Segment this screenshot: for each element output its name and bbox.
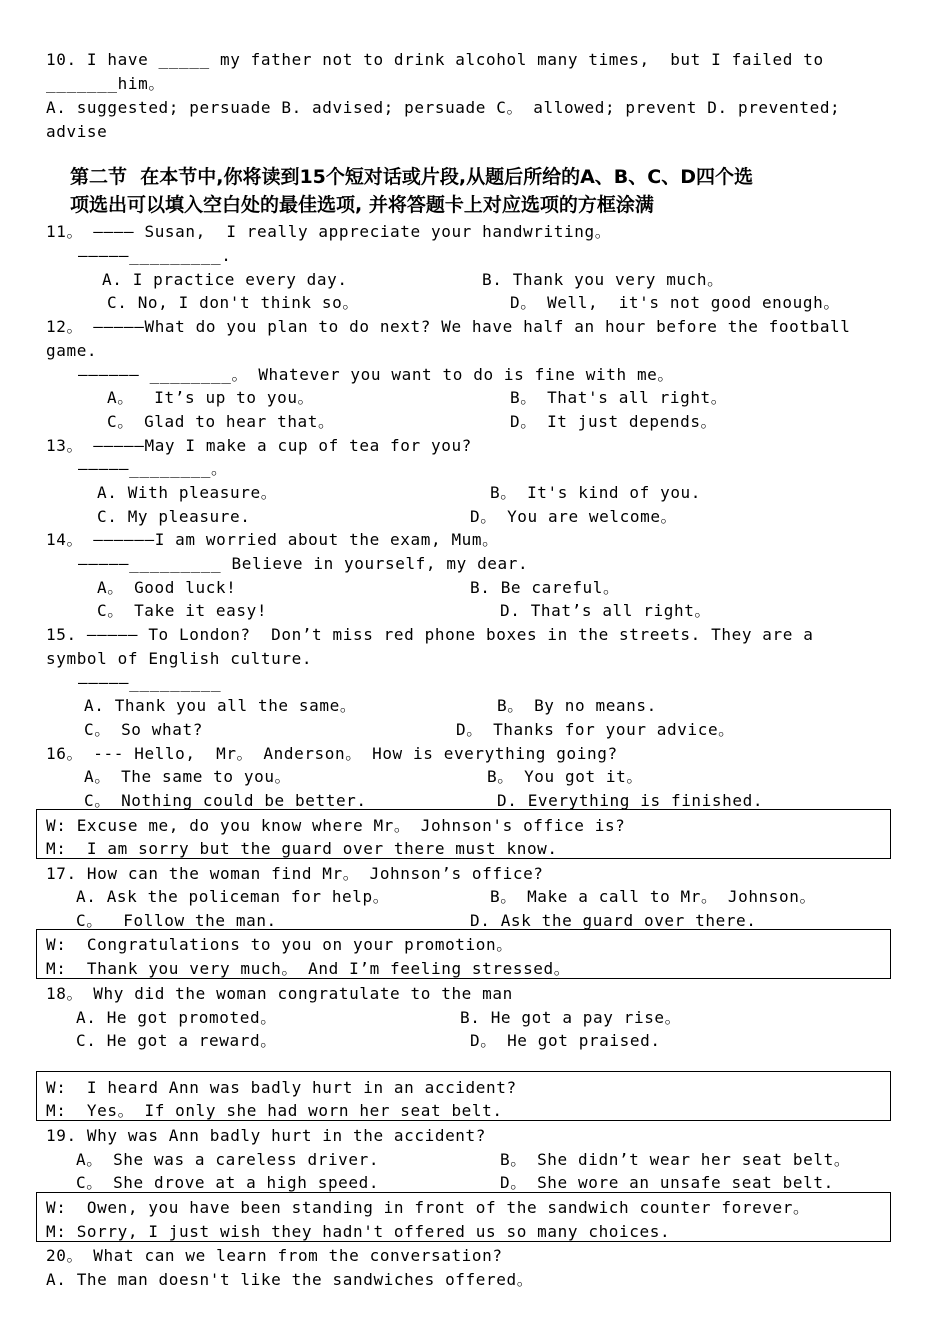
q14-option-b: B. Be careful。 xyxy=(470,578,620,597)
q15-option-d: D。 Thanks for your advice。 xyxy=(456,720,735,739)
q17-stem: 17. How can the woman find Mr。 Johnson’s office? xyxy=(46,864,544,883)
q14-option-d: D. That’s all right。 xyxy=(500,601,712,620)
q15-option-a: A. Thank you all the same。 xyxy=(84,696,357,715)
q11-stem: 11。 ———— Susan, I really appreciate your handwriting。 xyxy=(46,222,612,241)
q10-stem-continued: _______him。 xyxy=(46,74,165,93)
q17-option-d: D. Ask the guard over there. xyxy=(470,911,757,930)
q12-stem: 12。 —————What do you plan to do next? We have half an hour before the football xyxy=(46,317,851,336)
q13-stem: 13。 —————May I make a cup of tea for you? xyxy=(46,436,472,455)
q19-option-b: B。 She didn’t wear her seat belt。 xyxy=(500,1150,851,1169)
q13-option-d: D。 You are welcome。 xyxy=(470,507,678,526)
q17-option-c: C。 Follow the man. xyxy=(76,911,277,930)
q16-option-b: B。 You got it。 xyxy=(487,767,643,786)
dialogue-18-woman: W: Congratulations to you on your promotion。 xyxy=(46,935,513,954)
q10-stem: 10. I have _____ my father not to drink alcohol many times, but I failed to xyxy=(46,50,824,69)
dialogue-20-woman: W: Owen, you have been standing in front of the sandwich counter forever。 xyxy=(46,1198,810,1217)
q17-option-a: A. Ask the policeman for help。 xyxy=(76,887,390,906)
q11-blank: —————_________. xyxy=(78,246,232,265)
q19-option-a: A。 She was a careless driver. xyxy=(76,1150,380,1169)
q11-option-b: B. Thank you very much。 xyxy=(482,270,724,289)
q15-option-c: C。 So what? xyxy=(84,720,203,739)
q18-option-a: A. He got promoted。 xyxy=(76,1008,277,1027)
q15-stem-continued: symbol of English culture. xyxy=(46,649,313,668)
q12-blank: —————— ________。 Whatever you want to do is fine with me。 xyxy=(78,365,675,384)
dialogue-19-woman: W: I heard Ann was badly hurt in an accident? xyxy=(46,1078,517,1097)
q14-blank: —————_________ Believe in yourself, my dear. xyxy=(78,554,529,573)
q17-option-b: B。 Make a call to Mr。 Johnson。 xyxy=(490,887,817,906)
q13-option-a: A. With pleasure。 xyxy=(97,483,278,502)
q10-options-continued: advise xyxy=(46,122,108,141)
q20-stem: 20。 What can we learn from the conversation? xyxy=(46,1246,503,1265)
dialogue-18-man: M: Thank you very much。 And I’m feeling stressed。 xyxy=(46,959,571,978)
dialogue-17-woman: W: Excuse me, do you know where Mr。 Johnson's office is? xyxy=(46,816,626,835)
q18-option-d: D。 He got praised. xyxy=(470,1031,661,1050)
q13-blank: —————________。 xyxy=(78,459,228,478)
section-heading: 第二节 在本节中,你将读到15个短对话或片段,从题后所给的A、B、C、D四个选 xyxy=(70,166,754,188)
q19-stem: 19. Why was Ann badly hurt in the accident? xyxy=(46,1126,487,1145)
q18-option-b: B. He got a pay rise。 xyxy=(460,1008,682,1027)
q14-option-a: A。 Good luck! xyxy=(97,578,237,597)
q13-option-b: B。 It's kind of you. xyxy=(490,483,702,502)
q20-option-a: A. The man doesn't like the sandwiches offered。 xyxy=(46,1270,534,1289)
q16-option-a: A。 The same to you。 xyxy=(84,767,292,786)
q10-options: A. suggested; persuade B. advised; persuade C。 allowed; prevent D. prevented; xyxy=(46,98,841,117)
q15-stem: 15. ————— To London? Don’t miss red phone boxes in the streets. They are a xyxy=(46,625,814,644)
q12-option-c: C。 Glad to hear that。 xyxy=(107,412,335,431)
dialogue-17-man: M: I am sorry but the guard over there must know. xyxy=(46,839,558,858)
section-heading-continued: 项选出可以填入空白处的最佳选项, 并将答题卡上对应选项的方框涂满 xyxy=(70,194,654,216)
q11-option-d: D。 Well, it's not good enough。 xyxy=(510,293,840,312)
dialogue-20-man: M: Sorry, I just wish they hadn't offered us so many choices. xyxy=(46,1222,671,1241)
q15-blank: —————_________ xyxy=(78,673,222,692)
q19-option-c: C。 She drove at a high speed. xyxy=(76,1173,380,1192)
q12-option-d: D。 It just depends。 xyxy=(510,412,718,431)
q14-option-c: C。 Take it easy! xyxy=(97,601,268,620)
q12-stem-continued: game. xyxy=(46,341,98,360)
q18-stem: 18。 Why did the woman congratulate to the man xyxy=(46,984,513,1003)
q18-option-c: C. He got a reward。 xyxy=(76,1031,277,1050)
q12-option-a: A。 It’s up to you。 xyxy=(107,388,315,407)
dialogue-19-man: M: Yes。 If only she had worn her seat belt. xyxy=(46,1101,503,1120)
q16-option-d: D. Everything is finished. xyxy=(497,791,764,810)
q11-option-a: A. I practice every day. xyxy=(102,270,348,289)
q13-option-c: C. My pleasure. xyxy=(97,507,251,526)
q14-stem: 14。 ——————I am worried about the exam, Mum。 xyxy=(46,530,499,549)
q15-option-b: B。 By no means. xyxy=(497,696,657,715)
q16-stem: 16。 --- Hello, Mr。 Anderson。 How is everything going? xyxy=(46,744,618,763)
q19-option-d: D。 She wore an unsafe seat belt. xyxy=(500,1173,834,1192)
q12-option-b: B。 That's all right。 xyxy=(510,388,728,407)
q16-option-c: C。 Nothing could be better. xyxy=(84,791,367,810)
q11-option-c: C. No, I don't think so。 xyxy=(107,293,359,312)
